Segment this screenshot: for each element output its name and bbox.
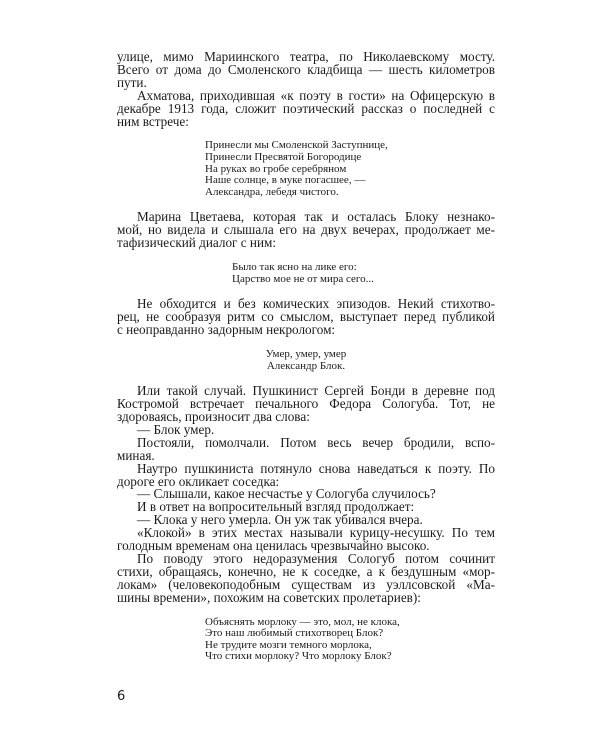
text-line: И в ответ на вопросительный взгляд продолжает: (137, 499, 415, 515)
poem-line: Принесли мы Смоленской Заступнице, (205, 139, 388, 152)
page-body (117, 51, 495, 676)
text-line: Марина Цветаева, которая так и осталась Блоку незнако- (137, 209, 495, 225)
text-line: шины времени», похожим на советских пролетариев): (117, 589, 421, 605)
text-line: миная. (117, 447, 155, 463)
poem-quote-necrolog (117, 349, 495, 372)
paragraph (117, 87, 495, 129)
poem-line: Александр Блок. (266, 359, 346, 372)
text-line: мой, но видела и слышала его на двух вечерах, продолжает ме- (117, 222, 495, 238)
text-line: — Клока у него умерла. Он уж так убивался вчера. (137, 512, 423, 528)
poem-line: Царство мое не от мира сего... (232, 272, 374, 285)
poem-line: Александра, лебедя чистого. (205, 185, 339, 198)
poem-line: Принесли Пресвятой Богородице (205, 151, 362, 164)
poem-line: На руках во гробе серебряном (205, 162, 347, 175)
page-number: 6 (117, 689, 126, 704)
paragraph (117, 51, 495, 90)
poem-line: Объяснять морлоку — это, мол, не клока, (205, 615, 400, 628)
text-line: Не обходится и без комических эпизодов. Некий стихотво- (137, 296, 495, 312)
text-line: Всего от дома до Смоленского кладбища — шесть километров (117, 61, 495, 77)
poem-line: Не трудите мозги темного морлока, (205, 638, 372, 651)
text-line: По поводу этого недоразумения Сологуб потом сочинит (137, 551, 495, 566)
text-line: пути. (117, 74, 147, 90)
poem-quote-tsvetaeva (117, 262, 495, 285)
text-line: здороваясь, произносит два слова: (117, 409, 310, 425)
paragraph (117, 385, 495, 604)
text-line: тафизический диалог с ним: (117, 235, 277, 251)
text-line: ним встрече: (117, 113, 189, 129)
poem-line: Это наш любимый стихотворец Блок? (205, 627, 384, 640)
text-line: Ахматова, приходившая «к поэту в гости» на Офицерскую в (137, 87, 495, 103)
paragraph (117, 211, 495, 250)
poem-line: Наше солнце, в муке погасшее, — (205, 174, 366, 187)
text-line: Или такой случай. Пушкинист Сергей Бонди в деревне под (137, 383, 495, 399)
poem-quote-sologub (117, 617, 495, 663)
text-line: Костромой встречает печального Федора Сологуба. Тот, не (117, 396, 495, 412)
text-line: рец, не сообразуя ритм со смыслом, выступает перед публикой (117, 309, 495, 325)
text-line: голодным временам она ценилась чрезвычайно высоко. (117, 538, 430, 554)
text-line: дороге его окликает соседка: (117, 473, 280, 489)
poem-quote-akhmatova (117, 140, 495, 198)
text-line: стихи, обращаясь, конечно, не к соседке, а к бездушным «мор- (117, 563, 495, 579)
text-line: — Блок умер. (137, 421, 215, 437)
poem-line: Было так ясно на лике его: (232, 261, 357, 274)
text-line: — Слышали, какое несчастье у Сологуба случилось? (137, 486, 436, 502)
text-line: локам» (человекоподобным существам из уэллсовской «Ма- (117, 576, 495, 592)
paragraph (117, 298, 495, 337)
text-line: улице, мимо Мариинского театра, по Николаевскому мосту. (117, 49, 495, 64)
text-line: «Клокой» в этих местах называли курицу-несушку. По тем (137, 525, 495, 541)
text-line: с неоправданно задорным некрологом: (117, 322, 336, 338)
text-line: Наутро пушкиниста потянуло снова наведаться к поэту. По (137, 460, 495, 476)
text-line: Постояли, помолчали. Потом весь вечер бродили, вспо- (137, 434, 495, 450)
text-line: декабре 1913 года, сложит поэтический рассказ о последней с (117, 100, 495, 116)
poem-line: Что стихи морлоку? Что морлоку Блок? (205, 650, 392, 663)
poem-line: Умер, умер, умер (265, 348, 347, 361)
